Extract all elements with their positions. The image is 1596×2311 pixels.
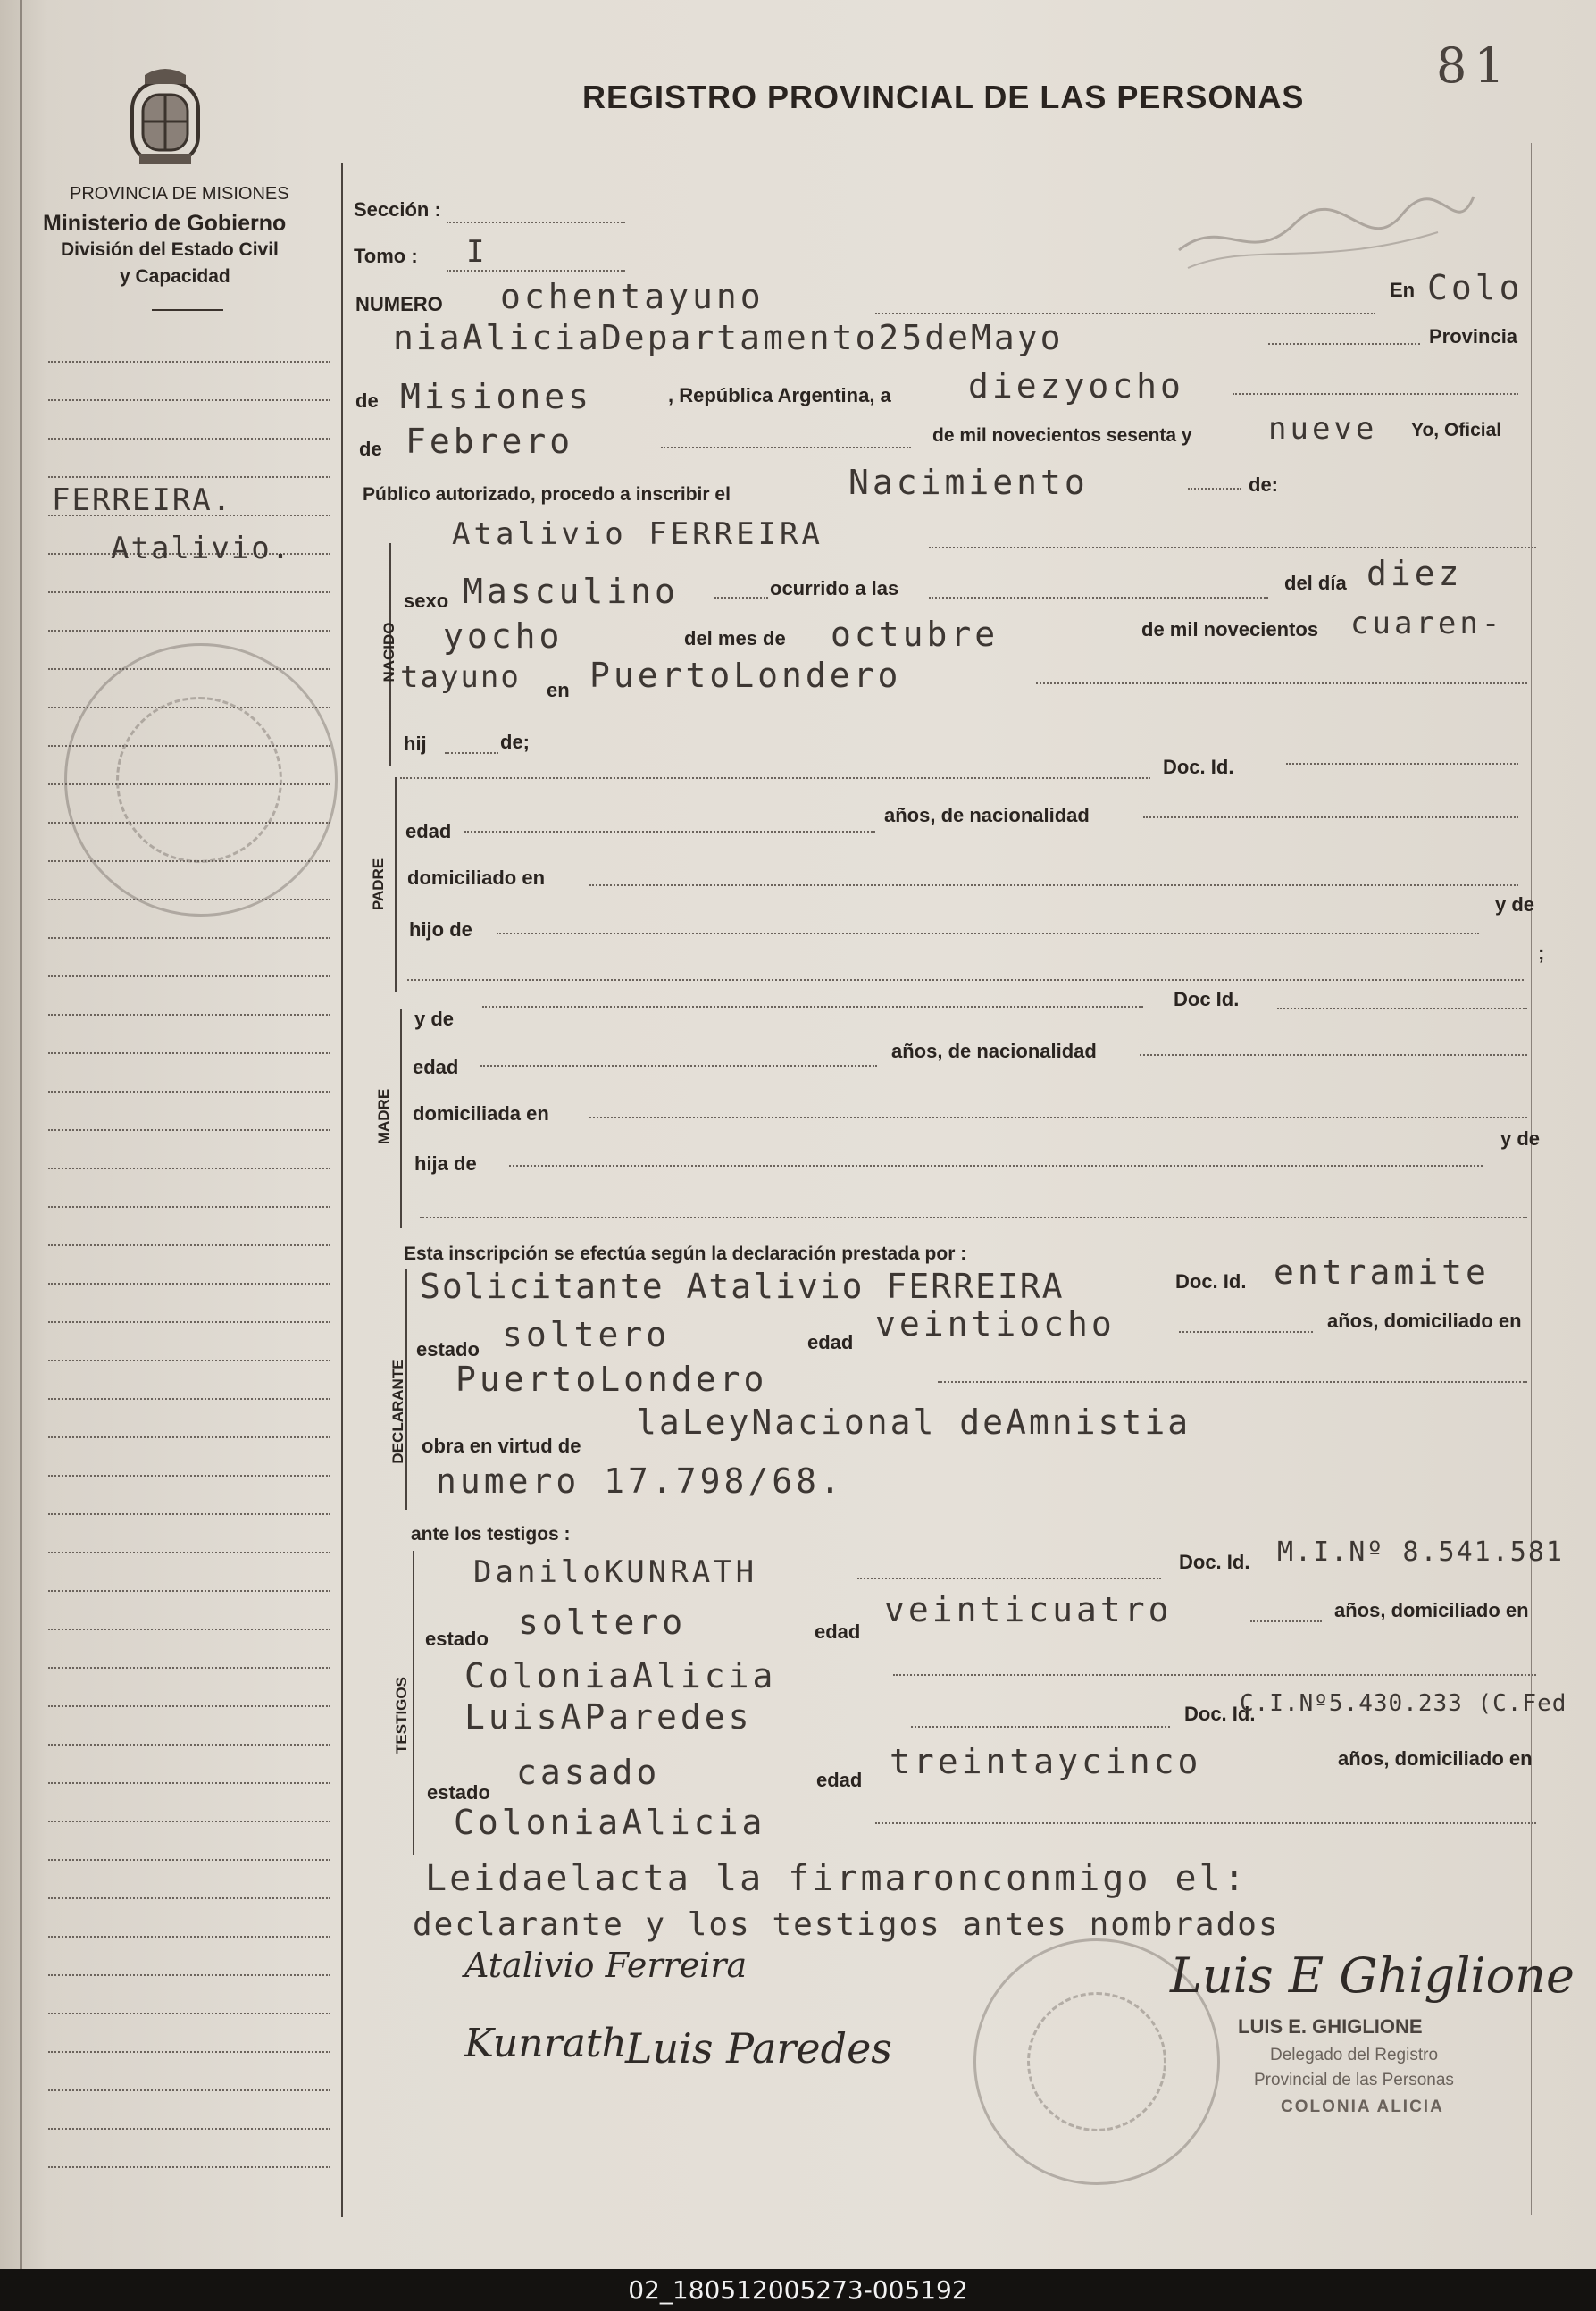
publico-label: Público autorizado, procedo a inscribir el (363, 484, 731, 505)
margin-line (48, 1897, 330, 1899)
margin-line (48, 1475, 330, 1477)
de2-label: de (359, 438, 382, 460)
margin-line (48, 476, 330, 478)
nacido-anio-cont: tayuno (400, 659, 521, 695)
oficial-title-2: Provincial de las Personas (1254, 2071, 1454, 2089)
declarante-edad-value: veintiocho (875, 1304, 1116, 1344)
tomo-value: I (466, 234, 489, 270)
t2-edad-value: treintaycinco (890, 1742, 1202, 1781)
section-padre: PADRE (370, 858, 387, 911)
t1-estado-value: soltero (518, 1603, 687, 1642)
padre-domiciliado-label: domiciliado en (407, 867, 546, 889)
t2-nombre: LuisAParedes (464, 1697, 753, 1737)
padre-semicolon: ; (1538, 942, 1545, 964)
nacido-mes-value: octubre (831, 615, 999, 654)
t2-estado-value: casado (516, 1753, 661, 1792)
t1-nombre: DaniloKUNRATH (473, 1554, 758, 1590)
t2-domicilio: ColoniaAlicia (454, 1803, 766, 1842)
margin-line (48, 1821, 330, 1822)
page-title: REGISTRO PROVINCIAL DE LAS PERSONAS (582, 79, 1305, 115)
t1-edad-label: edad (815, 1620, 861, 1643)
margin-line (48, 2089, 330, 2091)
madre-yde-label: y de (414, 1008, 455, 1030)
division-label-2: y Capacidad (120, 266, 230, 287)
madre-anios-label: años, de nacionalidad (891, 1040, 1097, 1062)
t1-edad-value: veinticuatro (884, 1590, 1173, 1629)
madre-yde2-label: y de (1500, 1127, 1541, 1150)
margin-line (48, 1360, 330, 1361)
margin-given-name: Atalivio. (111, 531, 292, 566)
de-label: de (355, 389, 379, 412)
declarante-estado-value: soltero (502, 1315, 671, 1354)
oficial-title: Delegado del Registro (1270, 2046, 1439, 2064)
margin-line (48, 1244, 330, 1246)
margin-line (48, 1705, 330, 1707)
section-nacido: NACIDO (380, 622, 397, 682)
official-seal-inner (1027, 1992, 1166, 2131)
padre-hijo-label: hijo de (409, 918, 472, 941)
declarante-doc-label: Doc. Id. (1175, 1270, 1247, 1293)
tomo-label: Tomo : (354, 245, 418, 267)
page-number: 81 (1436, 38, 1512, 94)
margin-line (48, 1398, 330, 1400)
mes-label: del mes de (684, 627, 786, 649)
margin-line (48, 1321, 330, 1323)
declarante-domicilio: PuertoLondero (455, 1360, 768, 1399)
declarante-doc-value: entramite (1274, 1252, 1490, 1292)
divider (152, 309, 223, 311)
margin-line (48, 1974, 330, 1976)
oficial-name: LUIS E. GHIGLIONE (1238, 2015, 1423, 2038)
margin-line (48, 2128, 330, 2130)
nacido-doc-label: Doc. Id. (1163, 756, 1234, 778)
t1-estado-label: estado (425, 1628, 489, 1650)
closing-line-2: declarante y los testigos antes nombrados (413, 1906, 1280, 1943)
nacido-mil-label: de mil novecientos (1141, 618, 1319, 641)
margin-line (48, 2166, 330, 2168)
margin-surname: FERREIRA. (52, 482, 233, 518)
seal-stamp-inner (116, 697, 282, 863)
margin-line (48, 1283, 330, 1285)
margin-line (48, 1936, 330, 1938)
margin-line (48, 937, 330, 939)
section-madre: MADRE (375, 1088, 392, 1145)
padre-anios-label: años, de nacionalidad (884, 804, 1090, 826)
margin-line (48, 1206, 330, 1208)
margin-line (48, 1014, 330, 1016)
t2-doc-value: C.I.Nº5.430.233 (C.Fed (1240, 1690, 1567, 1717)
margin-line (48, 1590, 330, 1592)
inscripto-value: Atalivio FERREIRA (452, 516, 823, 552)
nacido-en-label: en (547, 679, 570, 701)
provincia-label: Provincia (1429, 325, 1518, 347)
form-right-border (1531, 143, 1532, 2215)
de3-label: de: (1249, 473, 1278, 496)
margin-line (48, 1513, 330, 1515)
en-label: En (1390, 279, 1416, 301)
signature-testigo-1: Kunrath (464, 2021, 627, 2066)
t2-doc-label: Doc. Id. (1184, 1703, 1256, 1725)
form-border (341, 163, 343, 2217)
margin-line (48, 591, 330, 593)
signature-declarante: Atalivio Ferreira (464, 1946, 748, 1985)
obra-value: laLeyNacional deAmnistia (636, 1403, 1191, 1442)
madre-domiciliada-label: domiciliada en (413, 1102, 549, 1125)
nacido-dia-value: diez (1366, 554, 1463, 593)
division-label: División del Estado Civil (61, 239, 279, 260)
declarante-edad-label: edad (807, 1331, 854, 1353)
obra-label: obra en virtud de (422, 1435, 581, 1457)
ministry-label: Ministerio de Gobierno (43, 211, 287, 236)
margin-line (48, 1052, 330, 1054)
declarante-estado-label: estado (416, 1338, 480, 1361)
margin-line (48, 975, 330, 977)
numero-value: ochentayuno (500, 277, 765, 316)
sexo-value: Masculino (463, 572, 679, 611)
margin-line (48, 1782, 330, 1784)
margin-line (48, 1629, 330, 1630)
margin-line (48, 1129, 330, 1131)
margin-line (48, 1091, 330, 1093)
margin-line (48, 2051, 330, 2053)
padre-edad-label: edad (405, 820, 452, 842)
declarante-anios-label: años, domiciliado en (1327, 1310, 1522, 1332)
mes-value: Febrero (405, 422, 574, 461)
mil-label: de mil novecientos sesenta y (932, 425, 1192, 446)
margin-line (48, 1667, 330, 1669)
oficial-place: COLONIA ALICIA (1281, 2097, 1444, 2116)
madre-hija-label: hija de (414, 1152, 477, 1175)
left-edge (20, 0, 22, 2269)
seccion-label: Sección : (354, 198, 441, 221)
margin-line (48, 630, 330, 632)
signature-testigo-2: Luis Paredes (625, 2024, 892, 2072)
acto-value: Nacimiento (848, 463, 1089, 502)
provincia-value: Misiones (400, 377, 593, 416)
nacido-anio-value: cuaren- (1350, 606, 1504, 641)
yo-label: Yo, Oficial (1411, 420, 1502, 440)
sexo-label: sexo (404, 590, 449, 612)
closing-line-1: Leidaelacta la firmaronconmigo el: (425, 1858, 1248, 1899)
margin-line (48, 438, 330, 440)
declarante-intro: Esta inscripción se efectúa según la declaración prestada por : (404, 1243, 967, 1264)
ocurrido-label: ocurrido a las (770, 577, 899, 599)
numero-label: NUMERO (355, 293, 443, 315)
margin-line (48, 1859, 330, 1861)
lugar-value: PuertoLondero (589, 656, 902, 695)
del-dia-label: del día (1284, 572, 1347, 594)
coat-of-arms-icon (127, 64, 204, 170)
margin-line (48, 361, 330, 363)
section-testigos: TESTIGOS (393, 1677, 410, 1754)
madre-edad-label: edad (413, 1056, 459, 1078)
t1-doc-label: Doc. Id. (1179, 1551, 1250, 1573)
margin-line (48, 2013, 330, 2014)
margin-line (48, 399, 330, 401)
margin-line (48, 1744, 330, 1746)
declarante-nombre: Solicitante Atalivio FERREIRA (420, 1267, 1065, 1306)
en-value: Colo (1427, 268, 1524, 307)
section-declarante: DECLARANTE (389, 1359, 406, 1464)
t1-anios-label: años, domiciliado en (1334, 1599, 1529, 1621)
image-id-footer: 02_180512005273-005192 (0, 2269, 1596, 2311)
departamento-value: niaAliciaDepartamento25deMayo (393, 318, 1064, 357)
obra-cont: numero 17.798/68. (436, 1461, 844, 1501)
dia-value: diezyocho (968, 366, 1184, 406)
madre-doc-label: Doc Id. (1174, 988, 1240, 1010)
republica-label: , República Argentina, a (668, 384, 891, 406)
padre-yde-label: y de (1495, 893, 1535, 916)
nacido-dia-cont: yocho (443, 616, 564, 656)
t2-edad-label: edad (816, 1769, 863, 1791)
t2-estado-label: estado (427, 1781, 490, 1804)
margin-line (48, 1168, 330, 1169)
signature-oficial: Luis E Ghiglione (1170, 1947, 1575, 2004)
hij-de-label: de; (500, 731, 530, 753)
anio-value: nueve (1268, 411, 1378, 447)
t2-anios-label: años, domiciliado en (1338, 1747, 1533, 1770)
t1-doc-value: M.I.Nº 8.541.581 (1277, 1536, 1564, 1568)
province-label: PROVINCIA DE MISIONES (70, 184, 289, 204)
t1-domicilio: ColoniaAlicia (464, 1656, 777, 1696)
testigos-intro: ante los testigos : (411, 1524, 571, 1545)
margin-line (48, 1436, 330, 1438)
margin-line (48, 1552, 330, 1553)
hij-label: hij (404, 733, 427, 755)
